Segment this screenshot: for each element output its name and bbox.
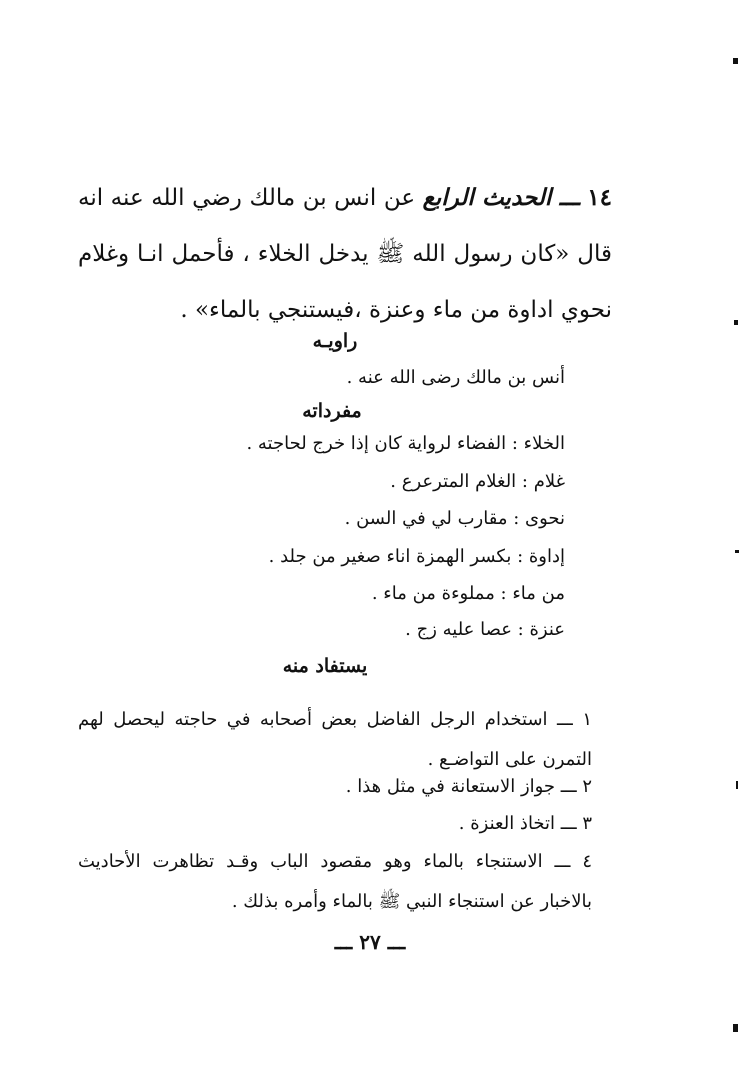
benefits-heading: يستفاد منه — [282, 655, 368, 677]
hadith-paragraph — [78, 170, 612, 338]
vocab-item: نحوى : مقارب لي في السن . — [344, 508, 565, 529]
benefit-item: ٤ ـــ الاستنجاء بالماء وهو مقصود الباب وقـد تظاهرت الأحاديث بالاخبار عن استنجاء النبي ﷺ بالماء وأمره بذلك . — [78, 851, 592, 912]
vocab-item: إداوة : بكسر الهمزة اناء صغير من جلد . — [268, 546, 565, 567]
margin-mark — [734, 320, 738, 325]
narrator-text: أنس بن مالك رضى الله عنه . — [346, 367, 565, 388]
vocab-item: الخلاء : الفضاء لرواية كان إذا خرج لحاجته . — [246, 433, 565, 454]
margin-mark — [736, 781, 738, 789]
narrator-heading: راويـه — [312, 330, 358, 352]
benefit-item: ١ ـــ استخدام الرجل الفاضل بعض أصحابه في حاجته ليحصل لهم التمرن على التواضـع . — [78, 709, 592, 770]
margin-mark — [735, 550, 739, 553]
margin-mark — [733, 58, 738, 64]
margin-mark — [733, 1024, 738, 1032]
vocab-item: عنزة : عصا عليه زج . — [405, 619, 565, 640]
hadith-text: عن انس بن مالك رضي الله عنه انه قال «كان رسول الله ﷺ يدخل الخلاء ، فأحمل انـا وغلام نحوي اداوة من ماء وعنزة ،فيستنجي بالماء» . — [78, 185, 612, 323]
vocab-heading: مفرداته — [302, 400, 362, 422]
vocab-item: من ماء : مملوءة من ماء . — [371, 583, 565, 604]
benefit-item: ٣ ـــ اتخاذ العنزة . — [458, 813, 592, 834]
benefit-item: ٢ ـــ جواز الاستعانة في مثل هذا . — [345, 776, 592, 797]
vocab-item: غلام : الغلام المترعرع . — [390, 471, 565, 492]
hadith-number: ١٤ — [587, 184, 612, 211]
hadith-heading: ـــ الحديث الرابع — [422, 184, 580, 211]
page-number: ـــ ٢٧ ـــ — [334, 930, 406, 954]
